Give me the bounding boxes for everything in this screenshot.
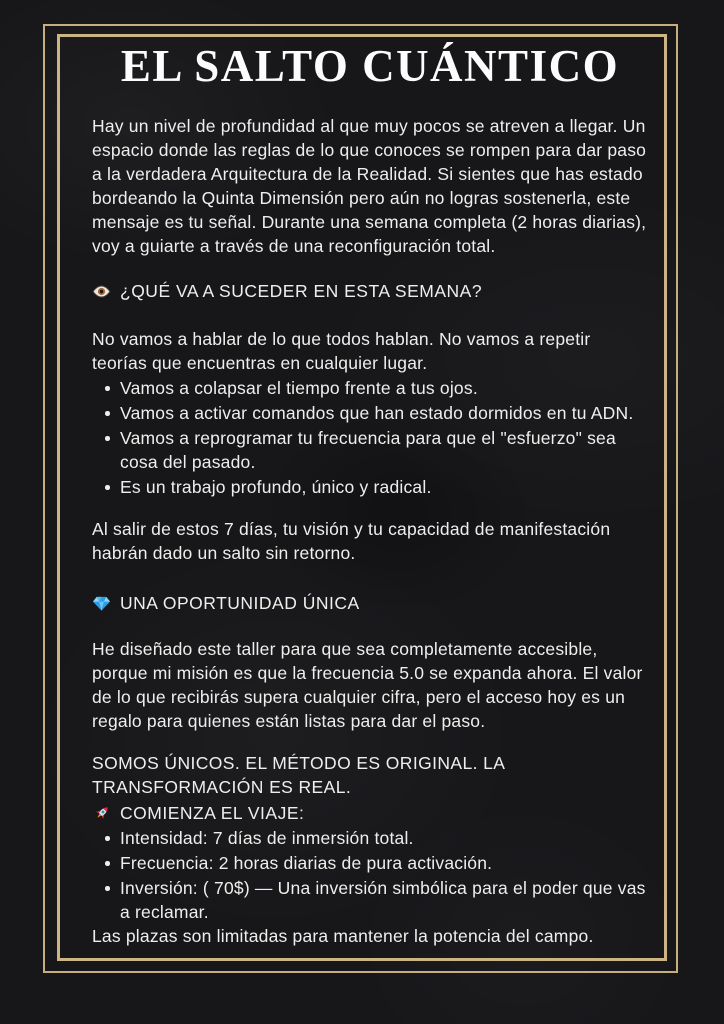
- week-outro-paragraph: Al salir de estos 7 días, tu visión y tu capacidad de manifestación habrán dado un salto sin retorno.: [92, 519, 611, 563]
- section-heading-journey-label: COMIENZA EL VIAJE:: [120, 803, 305, 823]
- gem-icon: [92, 594, 111, 613]
- list-item: Intensidad: 7 días de inmersión total.: [92, 826, 648, 850]
- page-title: EL SALTO CUÁNTICO: [120, 41, 620, 91]
- list-item: Vamos a colapsar el tiempo frente a tus ojos.: [92, 376, 648, 400]
- list-item: Vamos a reprogramar tu frecuencia para que el "esfuerzo" sea cosa del pasado.: [92, 426, 648, 474]
- intro-paragraph: Hay un nivel de profundidad al que muy pocos se atreven a llegar. Un espacio donde las reglas de lo que conoces se rompen para dar paso a la verdadera Arquitectura de la Realidad. Si sientes que has estado bordeando la Quinta Dimensión pero aún no logras sostenerla, este mensaje es tu señal. Durante una semana completa (2 horas diarias), voy a guiarte a través de una reconfiguración total.: [92, 116, 647, 256]
- eye-icon: [92, 282, 111, 301]
- section-heading-journey: [92, 801, 648, 825]
- uniqueness-statement: SOMOS ÚNICOS. EL MÉTODO ES ORIGINAL. LA TRANSFORMACIÓN ES REAL.: [92, 753, 505, 797]
- list-item: Inversión: ( 70$) — Una inversión simbólica para el poder que vas a reclamar.: [92, 876, 648, 924]
- week-bullet-list: [92, 376, 648, 499]
- list-item: Es un trabajo profundo, único y radical.: [92, 475, 648, 499]
- week-lead-paragraph: No vamos a hablar de lo que todos hablan. No vamos a repetir teorías que encuentras en cualquier lugar.: [92, 329, 591, 373]
- opportunity-paragraph: He diseñado este taller para que sea completamente accesible, porque mi misión es que la frecuencia 5.0 se expanda ahora. El valor de lo que recibirás supera cualquier cifra, pero el acceso hoy es un regalo para quienes están listas para dar el paso.: [92, 639, 643, 731]
- journey-bullet-list: [92, 826, 648, 924]
- rocket-icon: [92, 804, 111, 823]
- list-item: Vamos a activar comandos que han estado dormidos en tu ADN.: [92, 401, 648, 425]
- section-heading-week: [92, 279, 648, 303]
- section-heading-week-label: ¿QUÉ VA A SUCEDER EN ESTA SEMANA?: [120, 281, 483, 301]
- list-item: Frecuencia: 2 horas diarias de pura activación.: [92, 851, 648, 875]
- scarcity-note: Las plazas son limitadas para mantener la potencia del campo.: [92, 926, 594, 946]
- section-heading-opportunity: [92, 591, 648, 615]
- section-heading-opportunity-label: UNA OPORTUNIDAD ÚNICA: [120, 593, 360, 613]
- poster-content: [92, 40, 648, 948]
